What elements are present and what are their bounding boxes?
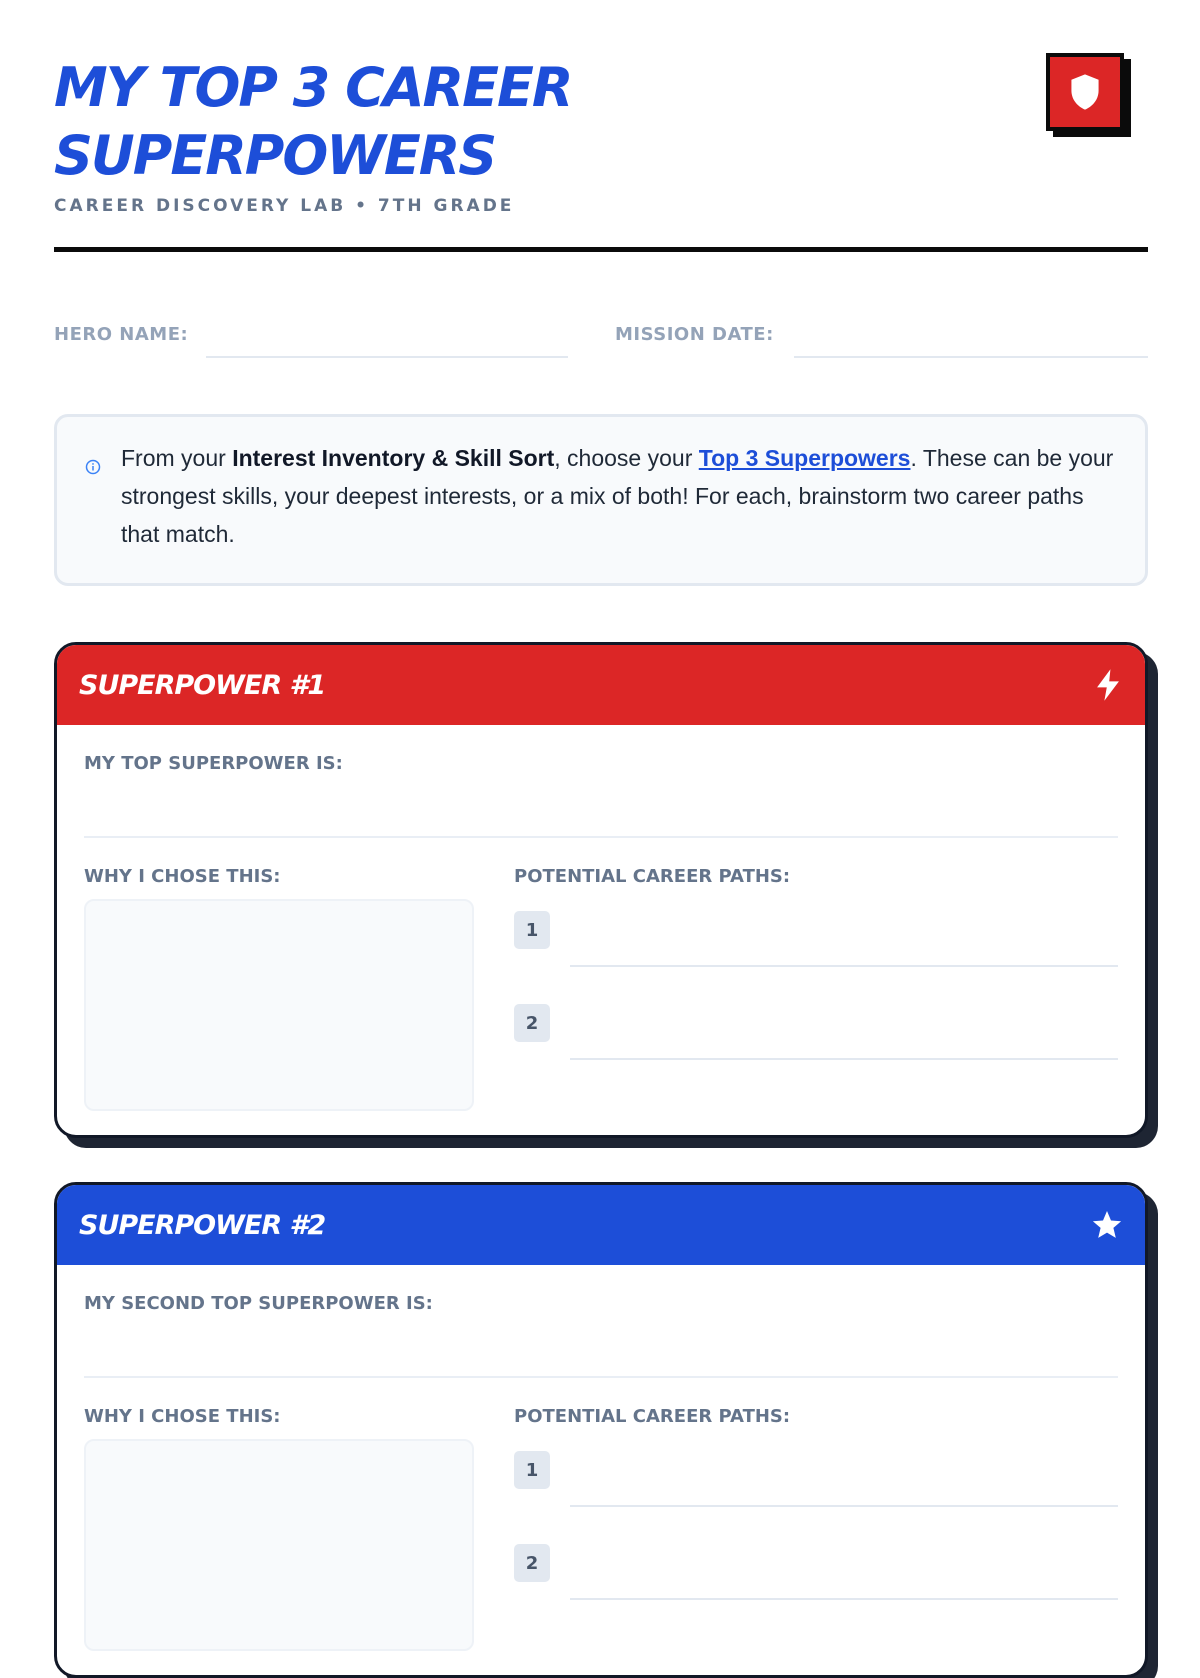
card-1-why-label: WHY I CHOSE THIS: [84,866,281,887]
card-1-top-superpower-field[interactable] [84,836,1118,838]
card-2-paths-label: POTENTIAL CAREER PATHS: [514,1406,791,1427]
hero-name-label: HERO NAME: [54,324,189,345]
top-3-superpowers-link[interactable]: Top 3 Superpowers [698,445,911,471]
instructions-text-2: , choose your [554,445,699,471]
card-1-title: SUPERPOWER #1 [79,669,326,701]
header-divider [54,247,1148,252]
instructions-text-1: From your [121,445,233,471]
instructions-text-3: . These can be your strongest skills, your deepest interests, or a mix of both! For each, brainstorm two career paths that match. [121,445,1114,547]
card-2-title: SUPERPOWER #2 [79,1209,326,1241]
page-subtitle: CAREER DISCOVERY LAB • 7TH GRADE [54,196,515,216]
instructions-box [54,414,1148,586]
card-1-path-number-2: 2 [514,1004,550,1042]
card-1-paths-label: POTENTIAL CAREER PATHS: [514,866,791,887]
card-1-career-path-1-field[interactable] [570,965,1118,967]
shield-badge [1046,53,1124,131]
card-2-why-box[interactable] [84,1439,474,1651]
card-1-why-box[interactable] [84,899,474,1111]
superpower-card-1 [54,642,1148,1138]
mission-date-field[interactable] [794,356,1148,358]
card-2-header [57,1185,1145,1265]
card-2-career-path-1-field[interactable] [570,1505,1118,1507]
info-icon [85,459,101,475]
card-1-header [57,645,1145,725]
lightning-icon [1093,668,1123,702]
star-icon [1091,1209,1123,1241]
page-header [54,0,1148,255]
hero-name-field[interactable] [206,356,568,358]
shield-icon [1068,73,1102,111]
card-2-path-number-2: 2 [514,1544,550,1582]
card-1-top-label: MY TOP SUPERPOWER IS: [84,753,343,774]
student-info-fields [54,320,1148,360]
card-2-path-number-1: 1 [514,1451,550,1489]
card-2-why-label: WHY I CHOSE THIS: [84,1406,281,1427]
mission-date-label: MISSION DATE: [615,324,774,345]
superpower-card-2 [54,1182,1148,1678]
worksheet-page [54,0,1148,1574]
page-title: MY TOP 3 CAREER SUPERPOWERS [54,56,572,187]
card-2-top-superpower-field[interactable] [84,1376,1118,1378]
card-1-career-path-2-field[interactable] [570,1058,1118,1060]
instructions-bold: Interest Inventory & Skill Sort [232,445,555,471]
card-1-path-number-1: 1 [514,911,550,949]
card-2-top-label: MY SECOND TOP SUPERPOWER IS: [84,1293,433,1314]
